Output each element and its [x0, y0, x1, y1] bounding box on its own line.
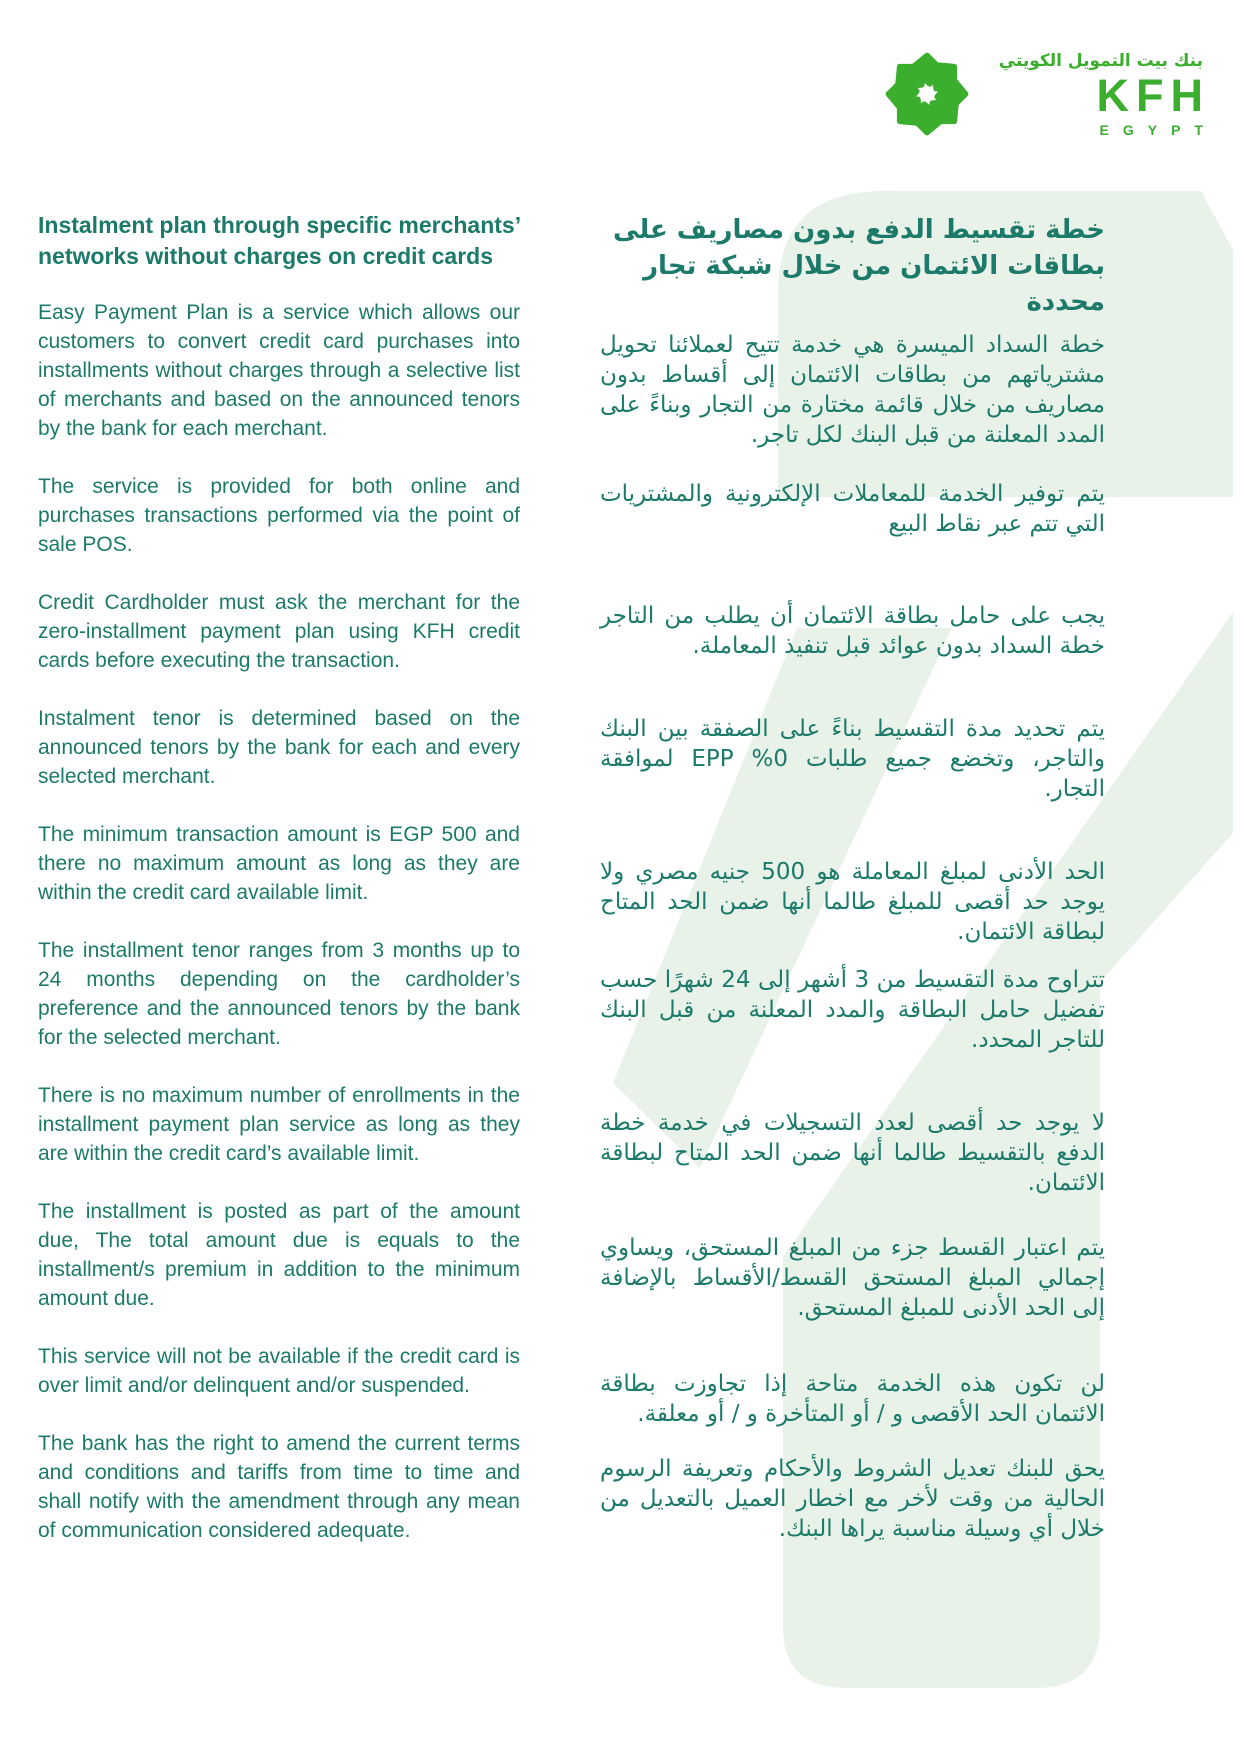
kfh-logo-text	[998, 50, 1217, 138]
logo-acronym: KFH	[1096, 70, 1210, 121]
arabic-paragraph: الحد الأدنى لمبلغ المعاملة هو 500 جنيه مصري ولا يوجد حد أقصى للمبلغ طالما أنها ضمن الحد المتاح لبطاقة الائتمان.	[600, 859, 1105, 945]
english-paragraph: The bank has the right to amend the current terms and conditions and tariffs from time to time and shall notify with the amendment through any mean of communication considered adequate.	[38, 1432, 520, 1542]
english-paragraph: The installment is posted as part of the amount due, The total amount due is equals to the installment/s premium in addition to the minimum amount due.	[38, 1200, 520, 1310]
arabic-paragraph: يتم توفير الخدمة للمعاملات الإلكترونية والمشتريات التي تتم عبر نقاط البيع	[600, 481, 1105, 537]
arabic-paragraph: تتراوح مدة التقسيط من 3 أشهر إلى 24 شهرًا حسب تفضيل حامل البطاقة والمدد المعلنة من قبل البنك للتاجر المحدد.	[600, 967, 1105, 1053]
arabic-paragraph: لا يوجد حد أقصى لعدد التسجيلات في خدمة خطة الدفع بالتقسيط طالما أنها ضمن الحد المتاح لبطاقة الائتمان.	[600, 1110, 1105, 1196]
english-paragraph: Credit Cardholder must ask the merchant for the zero-installment payment plan using KFH credit cards before executing the transaction.	[38, 591, 520, 672]
arabic-paragraph: يجب على حامل بطاقة الائتمان أن يطلب من التاجر خطة السداد بدون عوائد قبل تنفيذ المعاملة.	[600, 603, 1105, 659]
arabic-paragraph: يتم تحديد مدة التقسيط بناءً على الصفقة بين البنك والتاجر، وتخضع جميع طلبات 0% EPP لموافقة التجار.	[600, 716, 1105, 802]
arabic-paragraph: يتم اعتبار القسط جزء من المبلغ المستحق، ويساوي إجمالي المبلغ المستحق القسط/الأقساط بالإضافة إلى الحد الأدنى للمبلغ المستحق.	[600, 1235, 1105, 1321]
english-paragraph: The minimum transaction amount is EGP 500 and there no maximum amount as long as they are within the credit card available limit.	[38, 823, 520, 904]
kfh-logo-icon	[881, 48, 973, 140]
arabic-paragraph: يحق للبنك تعديل الشروط والأحكام وتعريفة الرسوم الحالية من وقت لأخر مع اخطار العميل بالتعديل من خلال أي وسيلة مناسبة يراها البنك.	[600, 1456, 1105, 1542]
arabic-paragraph: خطة السداد الميسرة هي خدمة تتيح لعملائنا تحويل مشترياتهم من بطاقات الائتمان إلى أقساط بدون مصاريف من خلال قائمة مختارة من التجار وبناءً على المدد المعلنة من قبل البنك لكل تاجر.	[600, 332, 1105, 448]
english-paragraph: Instalment tenor is determined based on the announced tenors by the bank for each and every selected merchant.	[38, 707, 520, 788]
english-paragraph: The installment tenor ranges from 3 months up to 24 months depending on the cardholder’s preference and the announced tenors by the bank for the selected merchant.	[38, 939, 520, 1049]
english-paragraph: The service is provided for both online and purchases transactions performed via the point of sale POS.	[38, 475, 520, 556]
english-paragraph: There is no maximum number of enrollments in the installment payment plan service as long as they are within the credit card’s available limit.	[38, 1084, 520, 1165]
english-heading: Instalment plan through specific merchants’ networks without charges on credit cards	[38, 212, 520, 269]
arabic-heading: خطة تقسيط الدفع بدون مصاريف على بطاقات الائتمان من خلال شبكة تجار محددة	[613, 215, 1105, 317]
arabic-column	[600, 212, 1105, 1544]
kfh-logo	[881, 48, 1217, 140]
english-paragraph: Easy Payment Plan is a service which allows our customers to convert credit card purchases into installments without charges through a selective list of merchants and based on the announced tenors by the bank for each merchant.	[38, 301, 520, 440]
logo-country: EGYPT	[1099, 122, 1217, 138]
english-paragraph: This service will not be available if the credit card is over limit and/or delinquent and/or suspended.	[38, 1345, 520, 1397]
arabic-paragraph: لن تكون هذه الخدمة متاحة إذا تجاوزت بطاقة الائتمان الحد الأقصى و / أو المتأخرة و / أو معلقة.	[600, 1371, 1105, 1427]
english-column	[38, 210, 520, 1574]
arabic-paragraphs	[600, 330, 1105, 1544]
english-paragraphs	[38, 298, 520, 1545]
logo-bank-name-arabic: بنك بيت التمويل الكويتي	[998, 51, 1203, 71]
